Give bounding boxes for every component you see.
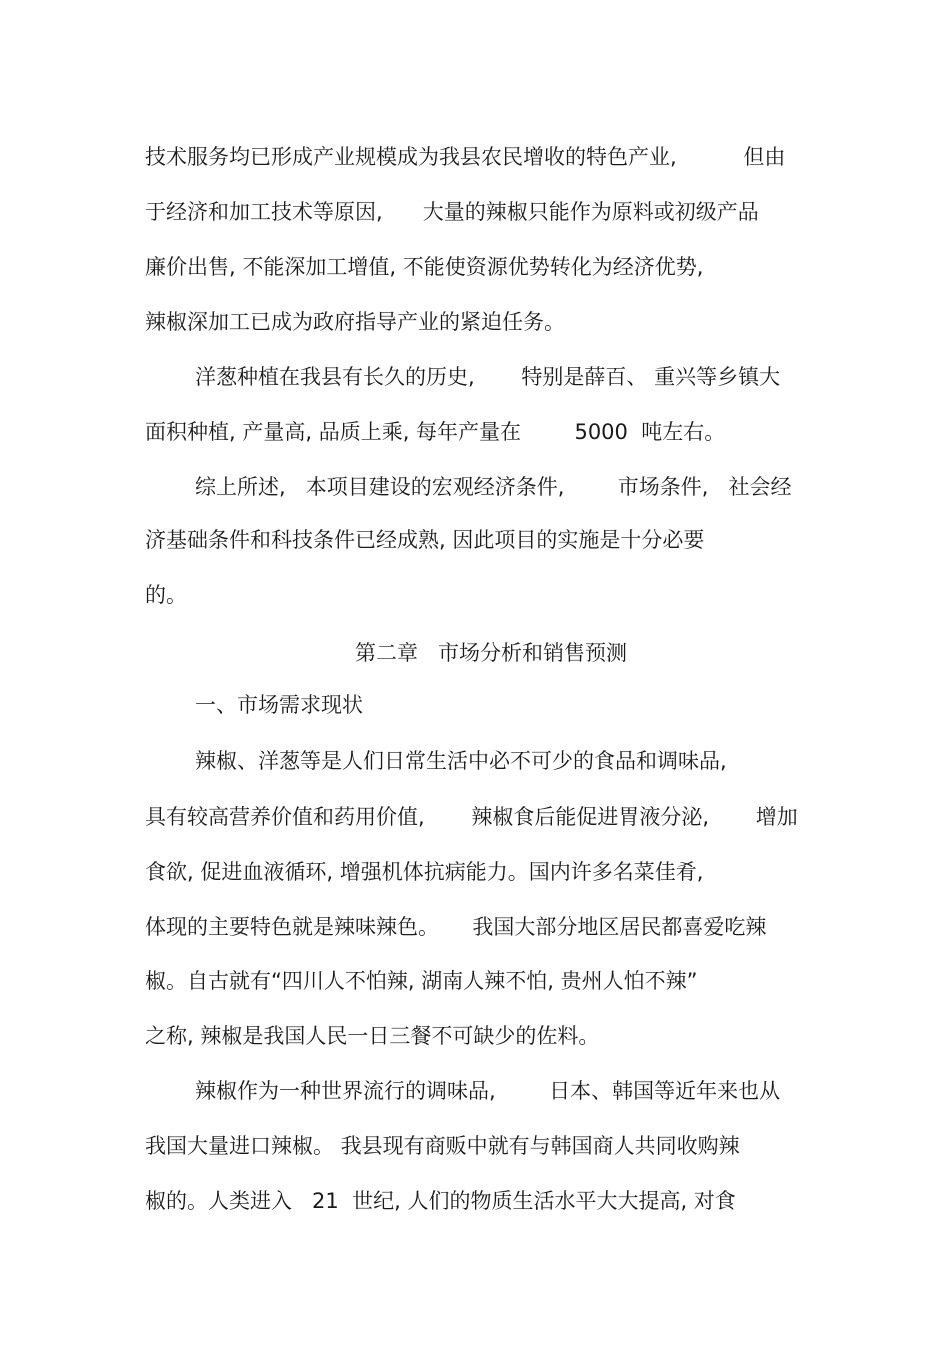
paragraph-first-line: 辣椒作为一种世界流行的调味品, 日本、韩国等近年来也从 <box>195 1079 781 1103</box>
text-line: 之称, 辣椒是我国人民一日三餐不可缺少的佐料。 <box>145 1024 600 1048</box>
text-line: 具有较高营养价值和药用价值, 辣椒食后能促进胃液分泌, 增加 <box>145 805 798 829</box>
paragraph-first-line: 洋葱种植在我县有长久的历史, 特别是薛百、 重兴等乡镇大 <box>195 365 781 389</box>
section-heading: 一、市场需求现状 <box>195 693 363 717</box>
chapter-heading: 第二章 市场分析和销售预测 <box>355 641 628 665</box>
text-line: 于经济和加工技术等原因, 大量的辣椒只能作为原料或初级产品 <box>145 200 759 224</box>
text-line: 廉价出售, 不能深加工增值, 不能使资源优势转化为经济优势, <box>145 255 704 279</box>
text-line: 椒。自古就有“四川人不怕辣, 湖南人辣不怕, 贵州人怕不辣” <box>145 969 698 993</box>
text-line: 济基础条件和科技条件已经成熟, 因此项目的实施是十分必要 <box>145 528 705 552</box>
text-line: 体现的主要特色就是辣味辣色。 我国大部分地区居民都喜爱吃辣 <box>145 915 767 939</box>
text-line: 面积种植, 产量高, 品质上乘, 每年产量在 5000 吨左右。 <box>145 420 726 444</box>
text-line: 辣椒深加工已成为政府指导产业的紧迫任务。 <box>145 310 565 334</box>
text-line: 技术服务均已形成产业规模成为我县农民增收的特色产业, 但由 <box>145 145 786 169</box>
text-line: 食欲, 促进血液循环, 增强机体抗病能力。国内许多名菜佳肴, <box>145 860 704 884</box>
paragraph-first-line: 综上所述, 本项目建设的宏观经济条件, 市场条件, 社会经 <box>195 475 792 499</box>
text-line: 我国大量进口辣椒。 我县现有商贩中就有与韩国商人共同收购辣 <box>145 1134 740 1158</box>
text-line: 的。 <box>145 583 187 607</box>
text-line: 椒的。人类进入 21 世纪, 人们的物质生活水平大大提高, 对食 <box>145 1189 736 1213</box>
paragraph-first-line: 辣椒、洋葱等是人们日常生活中必不可少的食品和调味品, <box>195 749 727 773</box>
